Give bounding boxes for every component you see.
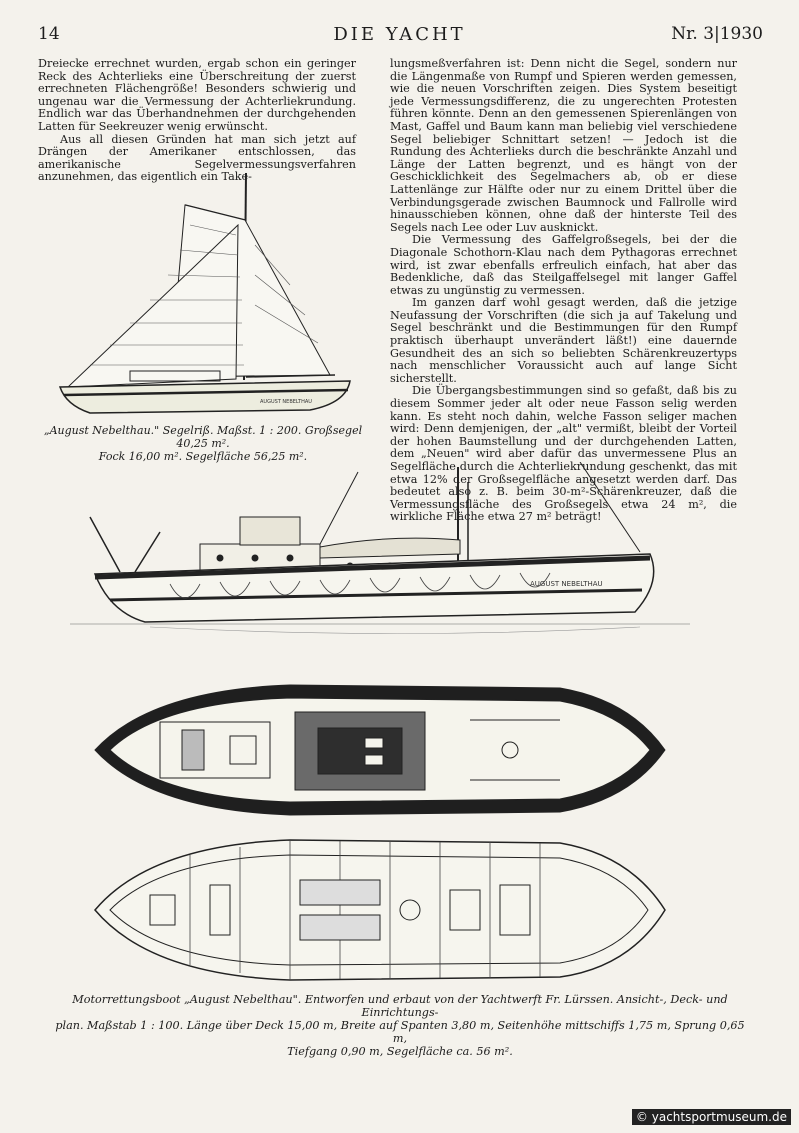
caption-line: Tiefgang 0,90 m, Segelfläche ca. 56 m². [287,1045,513,1058]
caption-line: Motorrettungsboot „August Nebelthau". Entworfen und erbaut von der Yachtwerft Fr. Lürssen. Ansicht-, Deck- und Einrichtungs- [72,993,728,1019]
issue-number: Nr. 3|1930 [671,24,763,44]
deck-plan-drawing [90,680,670,820]
watermark: © yachtsportmuseum.de [632,1109,791,1125]
interior-plan-drawing [90,835,670,985]
paragraph: Die Übergangsbestimmungen sind so gefaßt, daß bis zu diesem Sommer jeder alt oder neue Fasson selig werden kann. Es steht noch dahin, welche Fasson seliger machen wird: Denn demjenigen, der „alt" vermißt, bleibt der Vorteil der hohen Baumstellung und der durchgehenden Latten, dem „Neuen" wird aber dafür das unvermessene Plus an Segelfläche durch die Achterliekrundung geschenkt, das mit etwa 12% der Großsegelfläche angesetzt werden darf. Das bedeutet also z. B. beim 30-m²-Schärenkreuzer, daß die Vermessungsfläche des Großsegels etwa 24 m², die wirkliche Fläche etwa 27 m² beträgt! [390,384,737,524]
right-text-column [390,58,737,524]
paragraph: Dreiecke errechnet wurden, ergab schon ein geringer Reck des Achterlieks eine Überschreitung der zuerst errechneten Flächengröße! Besonders schwierig und ungenau war die Vermessung der Achterliekrundung. Endlich war das Überhandnehmen der durchgehenden Latten für Seekreuzer wenig erwünscht. [38,57,356,133]
paragraph: Im ganzen darf wohl gesagt werden, daß die jetzige Neufassung der Vorschriften (die sich ja auf Takelung und Segel beschränkt und die Bestimmungen für den Rumpf praktisch überhaupt unverändert läßt!) eine dauernde Gesundheit des an sich so beliebten Schärenkreuzertyps nach menschlicher Voraussicht auch auf lange Sicht sicherstellt. [390,296,737,385]
paragraph: Aus all diesen Gründen hat man sich jetzt auf Drängen der Amerikaner entschlossen, das amerikanische Segelvermessungsverfahren anzunehmen, das eigentlich ein Take- [38,132,356,184]
paragraph: Die Vermessung des Gaffelgroßsegels, bei der die Diagonale Schothorn-Klau nach dem Pythagoras errechnet wird, ist zwar ebenfalls erfreulich einfach, hat aber das Bedenkliche, daß das Steilgaffelsegel mit langer Gaffel etwas zu ungünstig zu vermessen. [390,233,737,297]
page-header [0,24,799,48]
page-number: 14 [38,24,60,44]
sail-plan-caption [38,424,368,463]
hull-name-label: AUGUST NEBELTHAU [530,580,603,588]
caption-line: „August Nebelthau." Segelriß. Maßst. 1 : 200. Großsegel 40,25 m². [43,424,363,450]
side-elevation-drawing [50,462,750,662]
paragraph: lungsmeßverfahren ist: Denn nicht die Segel, sondern nur die Längenmaße von Rumpf und Spieren werden gemessen, wie die neuen Vorschriften zeigen. Dies System beseitigt jede Vermessungsdifferenz, die zu ungerechten Protesten führen könnte. Denn an den gemessenen Spierenlängen von Mast, Gaffel und Baum kann man beliebig viel verschiedene Segel beliebiger Schnittart setzen! — Jedoch ist die Rundung des Achterlieks durch die beschränkte Anzahl und Länge der Latten begrenzt, und es hängt von der Geschicklichkeit des Segelmachers ab, ob er diese Lattenlänge zur Hälfte oder nur zu einem Drittel über die Verbindungsgerade zwischen Baumnock und Fallrolle wird hinausschieben können, ohne daß der hinterste Teil des Segels nach Lee oder Luv ausknickt. [390,57,737,234]
sail-plan-drawing [50,165,370,420]
magazine-title: DIE YACHT [333,24,466,45]
hull-name-label: AUGUST NEBELTHAU [260,399,312,405]
caption-line: Fock 16,00 m². Segelfläche 56,25 m². [98,450,308,463]
caption-line: plan. Maßstab 1 : 100. Länge über Deck 15,00 m, Breite auf Spanten 3,80 m, Seitenhöhe mittschiffs 1,75 m, Sprung 0,65 m, [55,1019,745,1045]
boat-plans-caption [50,993,750,1058]
